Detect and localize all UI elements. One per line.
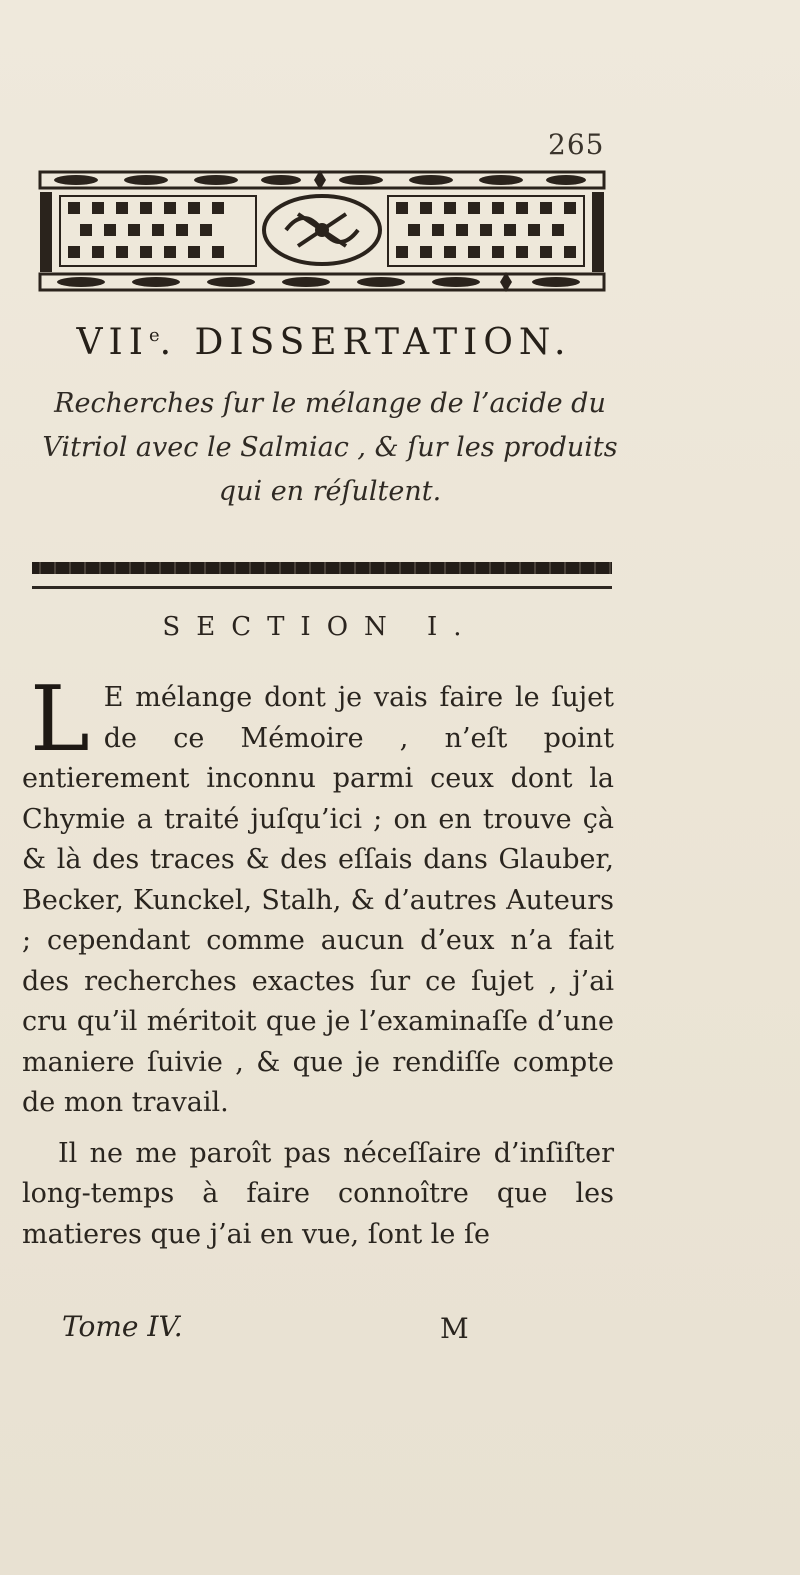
paragraph: Il ne me paroît pas néceſſaire d’inſiſter long-temps à faire connoître que les matieres que j’ai en vue, ſont le ſe [22, 1137, 614, 1250]
dissertation-subtitle: Recherches ſur le mélange de l’acide du Vitriol avec le Salmiac , & ſur les produits qui en réſultent. [42, 388, 618, 507]
signature-mark: Tome IV. [62, 1310, 183, 1343]
decorative-headpiece [36, 166, 608, 298]
dissertation-title [0, 322, 648, 363]
title-numeral: VII [76, 322, 149, 363]
body-text [22, 667, 614, 1255]
section-heading: SECTION I. [162, 612, 478, 642]
title-text: . DISSERTATION. [159, 322, 572, 363]
ornamental-rule [32, 562, 612, 574]
drop-cap: L [30, 667, 90, 772]
title-superscript: e [148, 325, 160, 346]
thin-rule [32, 586, 612, 589]
page-number: 265 [548, 128, 605, 161]
paragraph [22, 667, 614, 1124]
catchword: M [440, 1312, 471, 1345]
paragraph-text: E mélange dont je vais faire le ſujet de ce Mémoire , n’eſt point entierement inconnu parmi ceux dont la Chymie a traité juſqu’ici ; on en trouve çà & là des traces & des eſſais dans Glauber, Becker, Kunckel, Stalh, & d’autres Auteurs ; cependant comme aucun d’eux n’a fait des recherches exactes ſur ce ſujet , j’ai cru qu’il méritoit que je l’examinaſſe d’une maniere ſuivie , & que je rendiſſe compte de mon travail. [22, 682, 614, 1118]
